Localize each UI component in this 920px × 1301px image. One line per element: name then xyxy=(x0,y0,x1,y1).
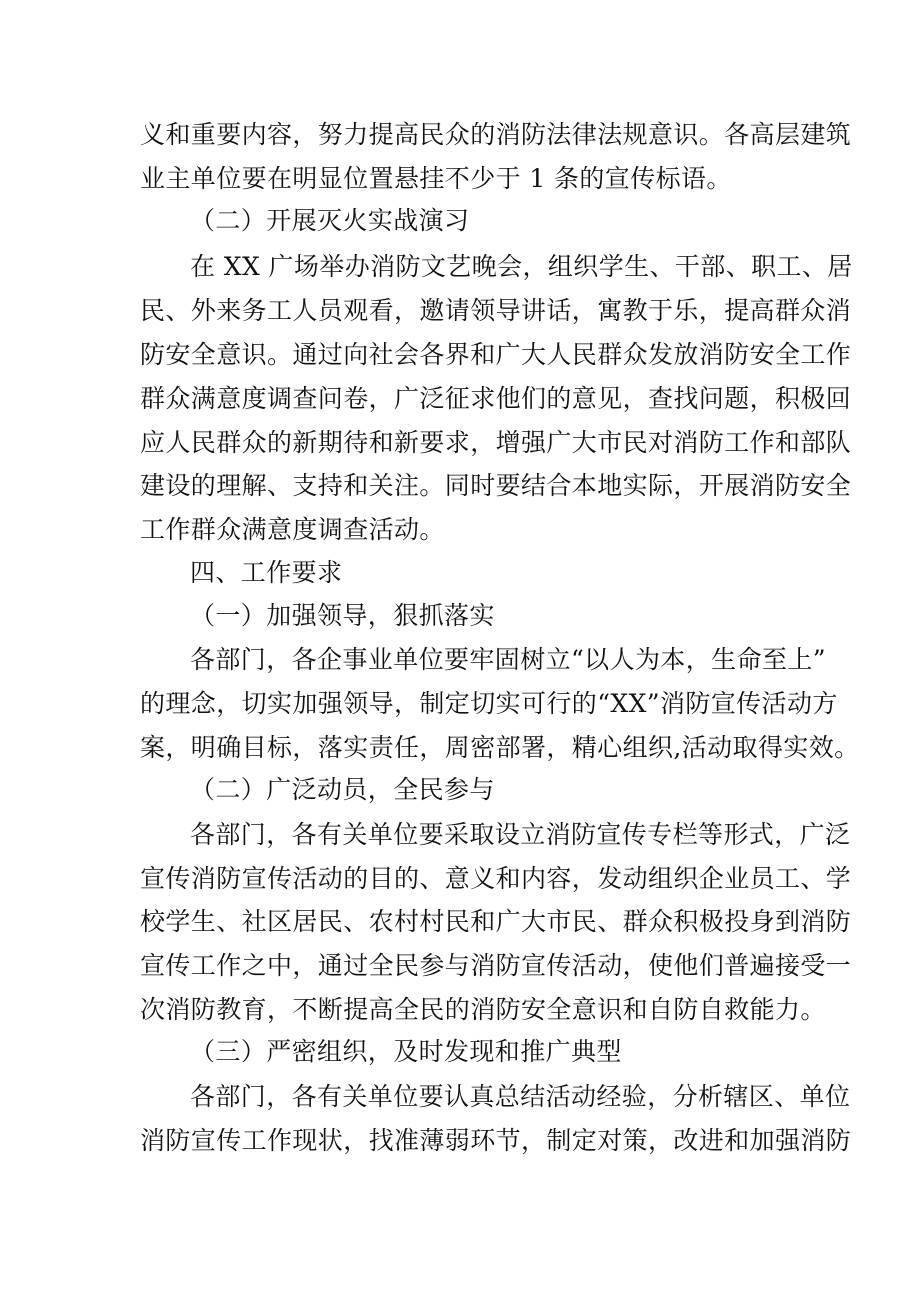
section-subheading: （一）加强领导，狠抓落实 xyxy=(190,601,495,630)
body-text-line: 建设的理解、支持和关注。同时要结合本地实际，开展消防安全 xyxy=(140,471,852,500)
body-text-line: 消防宣传工作现状，找准薄弱环节，制定对策，改进和加强消防 xyxy=(140,1126,852,1155)
body-text-line: 案，明确目标，落实责任，周密部署，精心组织,活动取得实效。 xyxy=(140,733,860,762)
section-subheading: （三）严密组织，及时发现和推广典型 xyxy=(190,1037,622,1066)
body-text-line: 业主单位要在明显位置悬挂不少于 1 条的宣传标语。 xyxy=(140,164,732,193)
section-subheading: （二）广泛动员，全民参与 xyxy=(190,775,495,804)
body-text-line: 校学生、社区居民、农村村民和广大市民、群众积极投身到消防 xyxy=(140,907,852,936)
paragraph-first-line: 在 XX 广场举办消防文艺晚会，组织学生、干部、职工、居 xyxy=(190,252,853,281)
body-text-line: 应人民群众的新期待和新要求，增强广大市民对消防工作和部队 xyxy=(140,428,852,457)
body-text-line: 群众满意度调查问卷，广泛征求他们的意见，查找问题，积极回 xyxy=(140,384,852,413)
paragraph-first-line: 各部门，各有关单位要采取设立消防宣传专栏等形式，广泛 xyxy=(190,820,851,849)
body-text-line: 次消防教育，不断提高全民的消防安全意识和自防自救能力。 xyxy=(140,995,826,1024)
body-text-line: 宣传工作之中，通过全民参与消防宣传活动，使他们普遍接受一 xyxy=(140,951,852,980)
body-text-line: 的理念，切实加强领导，制定切实可行的“XX”消防宣传活动方 xyxy=(140,689,838,718)
body-text-line: 义和重要内容，努力提高民众的消防法律法规意识。各高层建筑 xyxy=(140,120,852,149)
paragraph-first-line: 各部门，各企事业单位要牢固树立“以人为本，生命至上” xyxy=(190,645,826,674)
section-subheading: （二）开展灭火实战演习 xyxy=(190,206,470,235)
body-text-line: 防安全意识。通过向社会各界和广大人民群众发放消防安全工作 xyxy=(140,340,852,369)
paragraph-first-line: 各部门，各有关单位要认真总结活动经验，分析辖区、单位 xyxy=(190,1082,851,1111)
body-text-line: 宣传消防宣传活动的目的、意义和内容，发动组织企业员工、学 xyxy=(140,864,852,893)
body-text-line: 民、外来务工人员观看，邀请领导讲话，寓教于乐，提高群众消 xyxy=(140,296,852,325)
section-heading: 四、工作要求 xyxy=(190,558,343,587)
body-text-line: 工作群众满意度调查活动。 xyxy=(140,515,445,544)
